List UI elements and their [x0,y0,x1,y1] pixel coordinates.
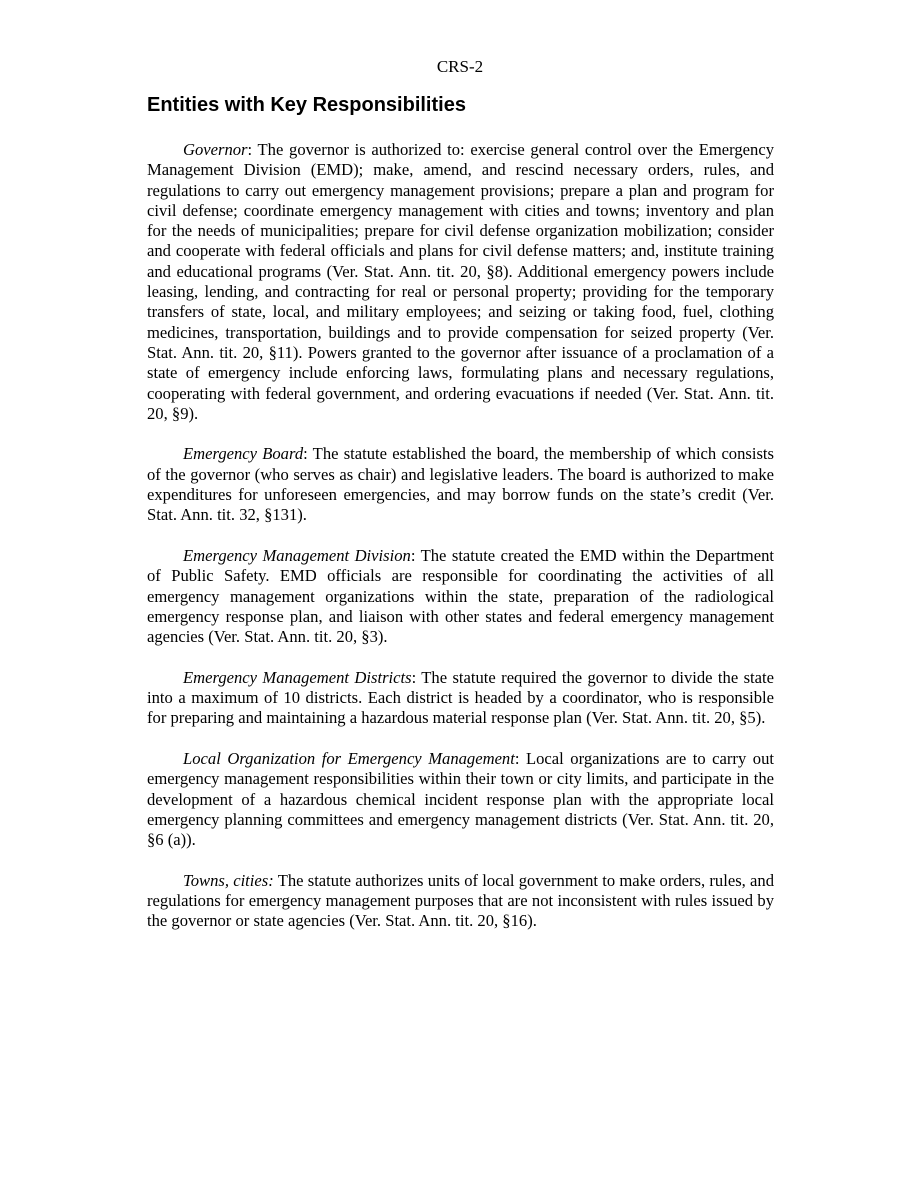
paragraph-text: The statute created the EMD within the Department of Public Safety. EMD officials are responsible for coordinating the activities of all emergency management organizations within the state, preparation of the radiological emergency response plan, and liaison with other states and federal emergency management agencies (Ver. Stat. Ann. tit. 20, §3). [147,545,774,647]
paragraph-separator: : [247,140,253,159]
body-text [147,140,774,952]
paragraph-term: Emergency Management Division [183,545,411,565]
paragraph-term: Emergency Board [183,444,304,464]
paragraph-separator: : [411,667,417,687]
section-heading: Entities with Key Responsibilities [147,94,466,116]
paragraph-emergency-management-districts [147,668,774,729]
paragraph-term: Governor [183,140,248,159]
paragraph-governor [147,140,774,424]
paragraph-separator: : [410,545,416,565]
paragraph-term: Towns, cities: [183,870,274,890]
paragraph-separator: : [303,444,308,464]
paragraph-text: The governor is authorized to: exercise general control over the Emergency Management Division (EMD); make, amend, and rescind necessary orders, rules, and regulations to carry out emergency management provisions; prepare a plan and program for civil defense; coordinate emergency management with cities and towns; inventory and plan for the needs of municipalities; prepare for civil defense organization mobilization; consider and cooperate with federal officials and plans for civil defense matters; and, institute training and educational programs (Ver. Stat. Ann. tit. 20, §8). Additional emergency powers include leasing, lending, and contracting for real or personal property; providing for the temporary transfers of state, local, and military employees; and seizing or taking food, fuel, clothing medicines, transportation, buildings and to provide compensation for seized property (Ver. Stat. Ann. tit. 20, §11). Powers granted to the governor after issuance of a proclamation of a state of emergency include enforcing laws, formulating plans and necessary regulations, cooperating with federal government, and ordering evacuations if needed (Ver. Stat. Ann. tit. 20, §9). [147,140,774,423]
paragraph-text: The statute required the governor to divide the state into a maximum of 10 districts. Each district is headed by a coordinator, who is responsible for preparing and maintaining a hazardous material response plan (Ver. Stat. Ann. tit. 20, §5). [147,667,774,728]
paragraph-local-organization [147,749,774,850]
paragraph-emergency-management-division [147,546,774,647]
paragraph-text: Local organizations are to carry out emergency management responsibilities within their town or city limits, and participate in the development of a hazardous chemical incident response plan with the appropriate local emergency planning committees and emergency management districts (Ver. Stat. Ann. tit. 20, §6 (a)). [147,748,774,850]
paragraph-towns-cities [147,871,774,932]
paragraph-text: The statute authorizes units of local government to make orders, rules, and regulations for emergency management purposes that are not inconsistent with rules issued by the governor or state agencies (Ver. Stat. Ann. tit. 20, §16). [147,870,774,931]
page-number: CRS-2 [436,57,484,76]
paragraph-emergency-board [147,444,774,525]
paragraph-term: Local Organization for Emergency Management [183,748,515,768]
paragraph-text: The statute established the board, the membership of which consists of the governor (who serves as chair) and legislative leaders. The board is authorized to make expenditures for unforeseen emergencies, and may borrow funds on the state’s credit (Ver. Stat. Ann. tit. 32, §131). [147,444,774,525]
paragraph-separator: : [514,748,520,768]
paragraph-term: Emergency Management Districts [183,667,412,687]
